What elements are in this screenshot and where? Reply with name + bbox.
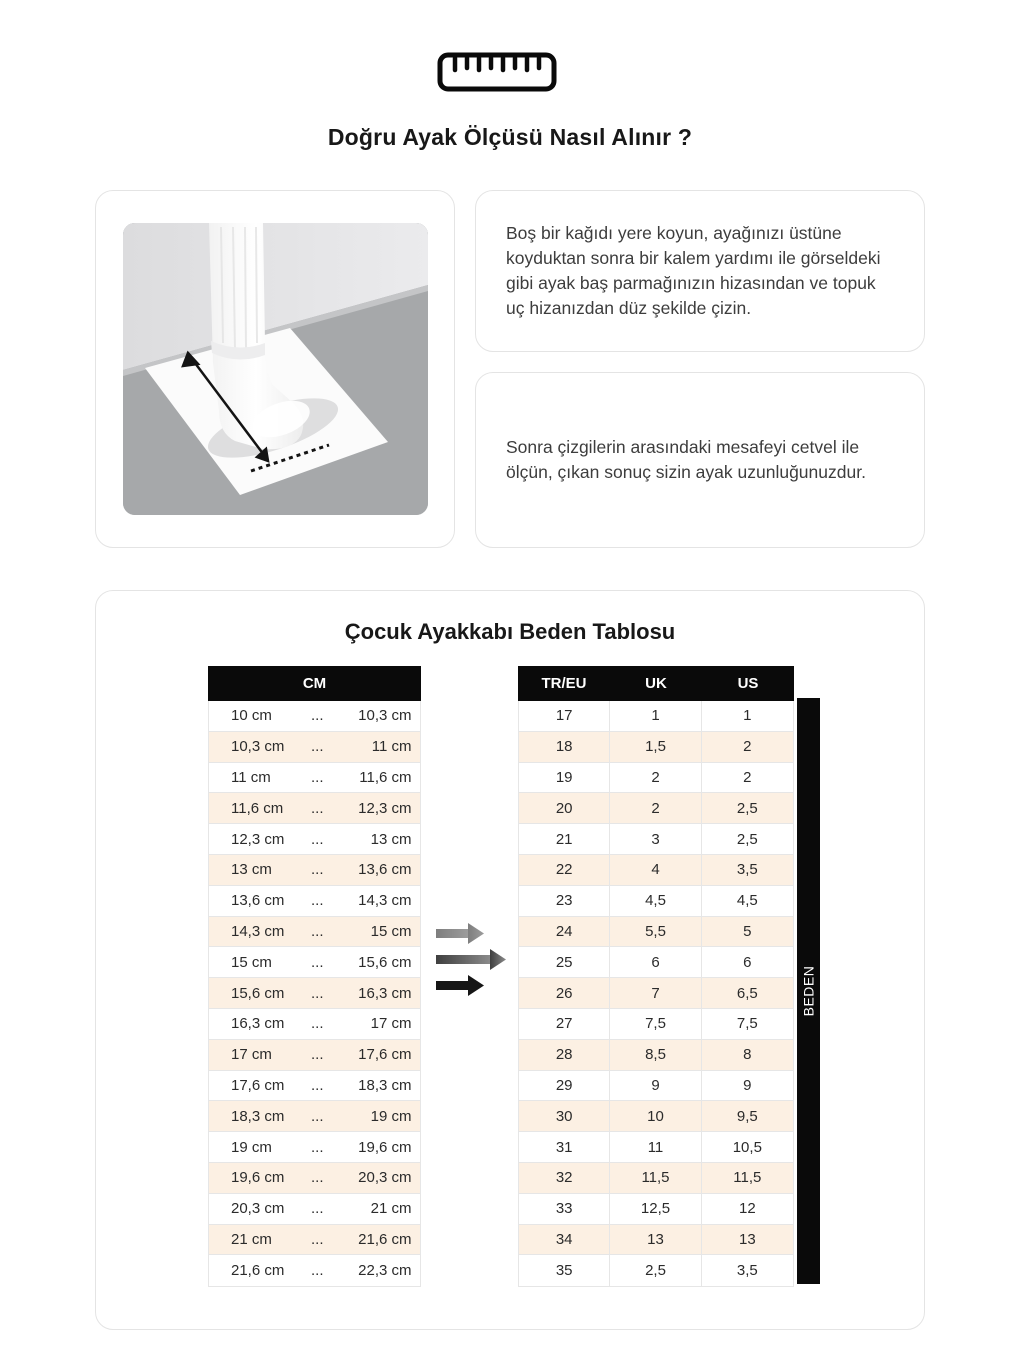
cm-table-row xyxy=(209,1101,420,1132)
cm-table-row xyxy=(209,732,420,763)
cm-min-value: 10 cm xyxy=(231,707,272,725)
cm-min-value: 20,3 cm xyxy=(231,1200,285,1218)
cm-table-row xyxy=(209,1225,420,1256)
uk-value: 2 xyxy=(610,763,701,793)
us-value: 2 xyxy=(743,768,752,786)
cm-max-value: 14,3 cm xyxy=(358,892,412,910)
treu-value: 28 xyxy=(519,1040,610,1070)
range-dots: ... xyxy=(311,922,324,940)
treu-value: 23 xyxy=(519,886,610,916)
cm-max-value: 20,3 cm xyxy=(358,1169,412,1187)
uk-value: 12,5 xyxy=(610,1194,701,1224)
cm-min-value: 13 cm xyxy=(231,861,272,879)
treu-value: 18 xyxy=(519,732,610,762)
cm-min-value: 17 cm xyxy=(231,1046,272,1064)
us-value: 9 xyxy=(743,1076,752,1094)
cm-table-row xyxy=(209,793,420,824)
size-table-row xyxy=(519,947,793,978)
range-dots: ... xyxy=(311,1169,324,1187)
cm-min-value: 15,6 cm xyxy=(231,984,285,1002)
uk-value: 7,5 xyxy=(610,1009,701,1039)
size-table-row xyxy=(519,1040,793,1071)
cm-max-value: 19 cm xyxy=(370,1107,412,1125)
us-value: 12 xyxy=(738,1200,756,1218)
range-dots: ... xyxy=(311,1262,324,1280)
range-dots: ... xyxy=(311,1230,324,1248)
cm-max-value: 15,6 cm xyxy=(358,953,412,971)
range-dots: ... xyxy=(311,953,324,971)
us-value: 2 xyxy=(743,738,752,756)
uk-value: 3 xyxy=(610,824,701,854)
size-table-row xyxy=(519,701,793,732)
ruler-icon xyxy=(437,52,557,92)
us-value: 2,5 xyxy=(736,799,758,817)
cm-min-value: 15 cm xyxy=(231,953,272,971)
size-table-row xyxy=(519,793,793,824)
size-table-row xyxy=(519,978,793,1009)
range-dots: ... xyxy=(311,707,324,725)
size-table-row xyxy=(519,824,793,855)
cm-table-row xyxy=(209,855,420,886)
foot-measure-photo xyxy=(123,223,428,515)
treu-value: 27 xyxy=(519,1009,610,1039)
cm-table-row xyxy=(209,1163,420,1194)
cm-min-value: 11,6 cm xyxy=(231,799,284,817)
cm-max-value: 18,3 cm xyxy=(358,1076,412,1094)
size-table-row xyxy=(519,732,793,763)
treu-value: 30 xyxy=(519,1101,610,1131)
cm-table-row xyxy=(209,1194,420,1225)
uk-value: 6 xyxy=(610,947,701,977)
treu-value: 22 xyxy=(519,855,610,885)
range-dots: ... xyxy=(311,892,324,910)
treu-value: 31 xyxy=(519,1132,610,1162)
cm-min-value: 14,3 cm xyxy=(231,922,285,940)
range-dots: ... xyxy=(311,1138,324,1156)
uk-value: 1,5 xyxy=(610,732,701,762)
cm-max-value: 13 cm xyxy=(370,830,412,848)
cm-table-row xyxy=(209,947,420,978)
us-value: 3,5 xyxy=(736,861,758,879)
uk-value: 11 xyxy=(610,1132,701,1162)
cm-min-value: 16,3 cm xyxy=(231,1015,285,1033)
cm-max-value: 12,3 cm xyxy=(358,799,412,817)
us-value: 3,5 xyxy=(736,1262,758,1280)
cm-min-value: 17,6 cm xyxy=(231,1076,285,1094)
size-table-row xyxy=(519,1132,793,1163)
cm-max-value: 11,6 cm xyxy=(359,768,412,786)
range-dots: ... xyxy=(311,1046,324,1064)
uk-value: 5,5 xyxy=(610,917,701,947)
cm-max-value: 17,6 cm xyxy=(358,1046,412,1064)
size-table-row xyxy=(519,1194,793,1225)
treu-value: 29 xyxy=(519,1071,610,1101)
size-table-header-treu: TR/EU xyxy=(541,675,587,692)
uk-value: 4,5 xyxy=(610,886,701,916)
cm-table-row xyxy=(209,763,420,794)
us-value: 6,5 xyxy=(736,984,758,1002)
instruction-step-2-text: Sonra çizgilerin arasındaki mesafeyi cetvel ile ölçün, çıkan sonuç sizin ayak uzunluğunuzdur. xyxy=(506,437,866,482)
beden-label: BEDEN xyxy=(800,965,817,1017)
us-value: 6 xyxy=(743,953,752,971)
cm-range-table xyxy=(208,666,421,1287)
treu-value: 33 xyxy=(519,1194,610,1224)
us-value: 2,5 xyxy=(736,830,758,848)
uk-value: 1 xyxy=(610,701,701,731)
cm-min-value: 21,6 cm xyxy=(231,1262,285,1280)
size-table-row xyxy=(519,1071,793,1102)
uk-value: 9 xyxy=(610,1071,701,1101)
cm-max-value: 19,6 cm xyxy=(358,1138,412,1156)
range-dots: ... xyxy=(311,1015,324,1033)
cm-table-row xyxy=(209,1009,420,1040)
cm-table-row xyxy=(209,1071,420,1102)
size-table-row xyxy=(519,763,793,794)
us-value: 8 xyxy=(743,1046,752,1064)
cm-table-row xyxy=(209,701,420,732)
page-title: Doğru Ayak Ölçüsü Nasıl Alınır ? xyxy=(327,124,693,150)
uk-value: 8,5 xyxy=(610,1040,701,1070)
cm-table-body xyxy=(208,701,421,1287)
treu-value: 21 xyxy=(519,824,610,854)
size-table-row xyxy=(519,917,793,948)
cm-max-value: 21,6 cm xyxy=(358,1230,412,1248)
size-conversion-table xyxy=(518,666,794,1287)
uk-value: 7 xyxy=(610,978,701,1008)
treu-value: 17 xyxy=(519,701,610,731)
treu-value: 35 xyxy=(519,1255,610,1286)
size-chart-title: Çocuk Ayakkabı Beden Tablosu xyxy=(344,619,676,644)
cm-max-value: 13,6 cm xyxy=(358,861,412,879)
cm-min-value: 10,3 cm xyxy=(231,738,285,756)
treu-value: 19 xyxy=(519,763,610,793)
cm-max-value: 10,3 cm xyxy=(358,707,412,725)
treu-value: 25 xyxy=(519,947,610,977)
cm-table-header: CM xyxy=(208,666,421,701)
size-table-row xyxy=(519,1009,793,1040)
cm-min-value: 18,3 cm xyxy=(231,1107,285,1125)
treu-value: 26 xyxy=(519,978,610,1008)
treu-value: 24 xyxy=(519,917,610,947)
cm-table-row xyxy=(209,1132,420,1163)
cm-table-row xyxy=(209,1040,420,1071)
uk-value: 10 xyxy=(610,1101,701,1131)
uk-value: 11,5 xyxy=(610,1163,701,1193)
range-dots: ... xyxy=(311,768,324,786)
size-table-row xyxy=(519,1101,793,1132)
treu-value: 32 xyxy=(519,1163,610,1193)
instruction-step-1-text: Boş bir kağıdı yere koyun, ayağınızı üstüne koyduktan sonra bir kalem yardımı ile görseldeki gibi ayak baş parmağınızın hizasından ve topuk uç hizanızdan düz şekilde çizin. xyxy=(506,223,881,318)
cm-table-row xyxy=(209,824,420,855)
size-table-body xyxy=(518,701,794,1287)
us-value: 5 xyxy=(743,922,752,940)
cm-table-row xyxy=(209,1255,420,1286)
us-value: 9,5 xyxy=(736,1107,758,1125)
size-chart-card xyxy=(95,590,925,1330)
instruction-step-1-card xyxy=(475,190,925,352)
size-table-header-uk: UK xyxy=(645,675,667,692)
uk-value: 2,5 xyxy=(610,1255,701,1286)
size-table-header-row xyxy=(518,666,794,701)
uk-value: 2 xyxy=(610,793,701,823)
size-table-row xyxy=(519,1225,793,1256)
cm-max-value: 16,3 cm xyxy=(358,984,412,1002)
cm-max-value: 15 cm xyxy=(370,922,412,940)
uk-value: 13 xyxy=(610,1225,701,1255)
instruction-step-2-card xyxy=(475,372,925,548)
size-table-row xyxy=(519,1163,793,1194)
range-dots: ... xyxy=(311,1107,324,1125)
range-dots: ... xyxy=(311,830,324,848)
size-table-row xyxy=(519,855,793,886)
range-dots: ... xyxy=(311,738,324,756)
cm-min-value: 13,6 cm xyxy=(231,892,285,910)
cm-min-value: 21 cm xyxy=(231,1230,272,1248)
cm-min-value: 19,6 cm xyxy=(231,1169,285,1187)
cm-table-row xyxy=(209,917,420,948)
us-value: 13 xyxy=(738,1230,756,1248)
range-dots: ... xyxy=(311,861,324,879)
cm-table-row xyxy=(209,978,420,1009)
cm-min-value: 12,3 cm xyxy=(231,830,285,848)
uk-value: 4 xyxy=(610,855,701,885)
range-dots: ... xyxy=(311,799,324,817)
size-table-row xyxy=(519,886,793,917)
treu-value: 34 xyxy=(519,1225,610,1255)
cm-min-value: 19 cm xyxy=(231,1138,272,1156)
cm-max-value: 22,3 cm xyxy=(358,1262,412,1280)
conversion-arrows-icon xyxy=(436,921,516,999)
beden-side-bar xyxy=(797,698,820,1284)
us-value: 11,5 xyxy=(733,1169,762,1187)
us-value: 1 xyxy=(743,707,752,725)
cm-max-value: 11 cm xyxy=(371,738,412,756)
size-table-row xyxy=(519,1255,793,1286)
range-dots: ... xyxy=(311,1076,324,1094)
cm-table-row xyxy=(209,886,420,917)
foot-measure-photo-card xyxy=(95,190,455,548)
size-table-header-us: US xyxy=(737,675,759,692)
cm-max-value: 21 cm xyxy=(370,1200,412,1218)
us-value: 7,5 xyxy=(736,1015,758,1033)
us-value: 10,5 xyxy=(732,1138,762,1156)
cm-min-value: 11 cm xyxy=(231,768,271,786)
treu-value: 20 xyxy=(519,793,610,823)
cm-max-value: 17 cm xyxy=(370,1015,412,1033)
range-dots: ... xyxy=(311,1200,324,1218)
us-value: 4,5 xyxy=(736,892,758,910)
range-dots: ... xyxy=(311,984,324,1002)
